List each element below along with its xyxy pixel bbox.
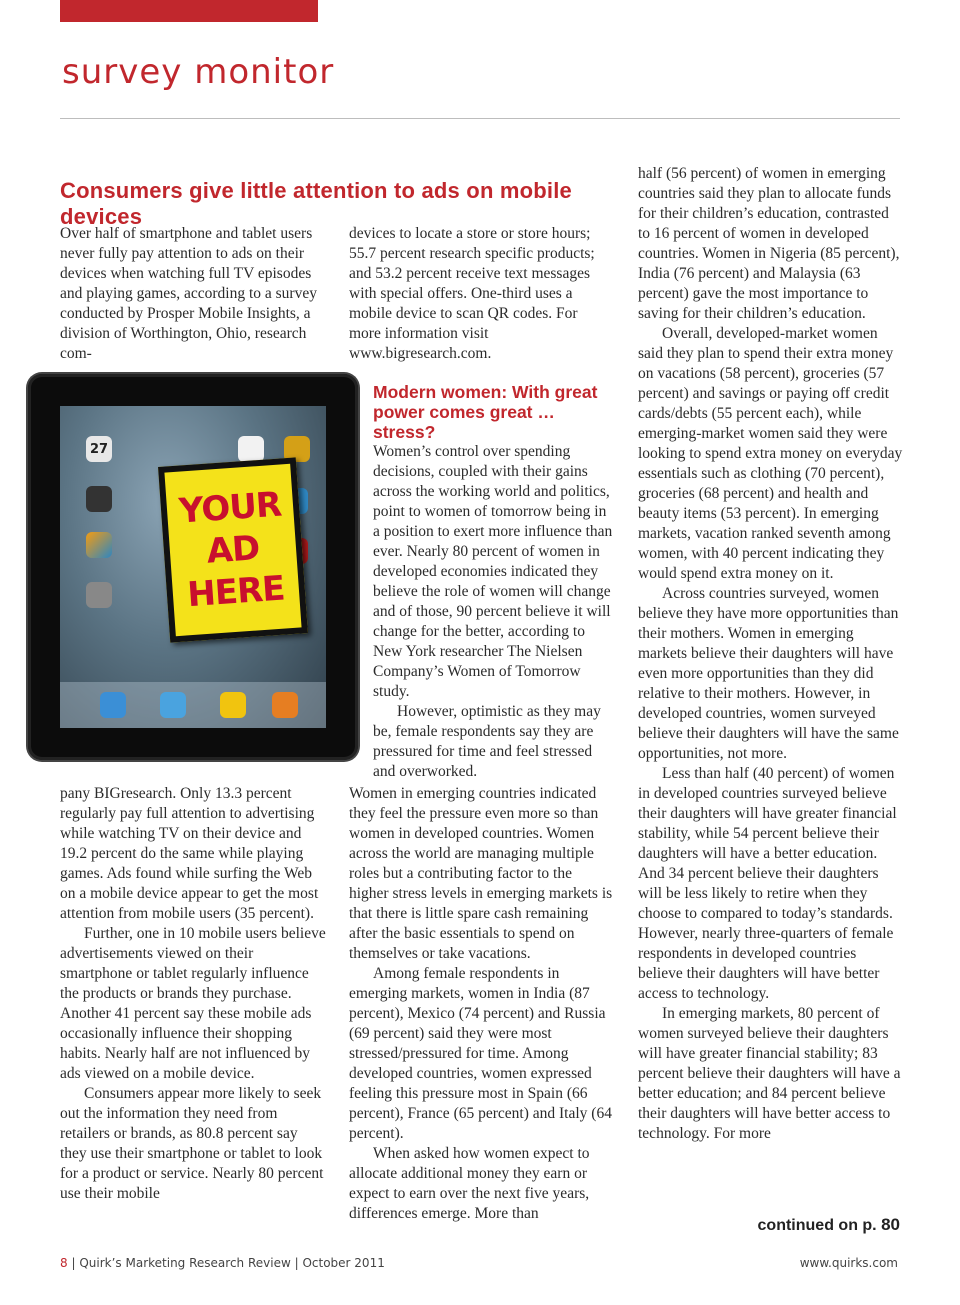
tablet-ad-illustration xyxy=(28,374,358,760)
paragraph: In emerging markets, 80 percent of women surveyed believe their daughters will have greater financial stability; 83 percent believe their daughters will have a better education; and 84 percent believe their daughters will have better access to technology. For more xyxy=(638,1005,901,1142)
notes-app-icon xyxy=(238,436,264,462)
page-number: 8 xyxy=(60,1256,68,1270)
article-headline: Consumers give little attention to ads on mobile devices xyxy=(60,178,572,229)
paragraph: Among female respondents in emerging markets, women in India (87 percent), Mexico (74 percent) and Russia (69 percent) said they were most stressed/pressured for time. Among developed countries, women expressed feeling this pressure most in Spain (66 percent), France (65 percent) and Italy (64 percent). xyxy=(349,965,612,1142)
article1-column1-bottom xyxy=(60,784,326,1204)
continued-page-number: 80 xyxy=(881,1215,900,1234)
paragraph: devices to locate a store or store hours; 55.7 percent research specific products; and 53.2 percent receive text messages with special offers. One-third uses a mobile device to scan QR codes. For more information visit www.bigresearch.com. xyxy=(349,225,595,362)
paragraph: Over half of smartphone and tablet users never fully pay attention to ads on their devices when watching full TV episodes and playing games, according to a survey conducted by Prosper Mobile Insights, a division of Worthington, Ohio, research com- xyxy=(60,225,317,362)
paragraph: Less than half (40 percent) of women in developed countries surveyed believe their daughters will have greater financial stability, while 54 percent believe their daughters will have a better education. And 34 percent believe their daughters will be less likely to retire when they choose to compared to today’s standards. However, nearly three-quarters of female respondents in developed countries believe their daughters will have better access to technology. xyxy=(638,765,897,1002)
paragraph: half (56 percent) of women in emerging countries said they plan to allocate funds for their children’s education, contrasted to 16 percent of women in developed countries. Women in Nigeria (85 percent), India (76 percent) and Malaysia (63 percent) gave the most importance to saving for their children’s education. xyxy=(638,165,900,322)
article2-column2-mid xyxy=(373,382,615,782)
header-rule xyxy=(60,118,900,119)
photos-app-icon xyxy=(220,692,246,718)
paragraph: Consumers appear more likely to seek out the information they need from retailers or brands, as 80.8 percent say they use their smartphone or tablet to look for a product or service. Nearly 80 percent use their mobile xyxy=(60,1085,324,1202)
publication-info: Quirk’s Marketing Research Review | October 2011 xyxy=(79,1256,385,1270)
paragraph: Women’s control over spending decisions, coupled with their gains across the working world and politics, point to women of tomorrow being in a position to exert more influence than ever. Nearly 80 percent of women in developed economies indicated they believe the role of women will change and of those, 90 percent believe it will change for the better, according to New York researcher The Nielsen Company’s Women of Tomorrow study. xyxy=(373,443,613,700)
article2-subhead: Modern women: With great power comes great … stress? xyxy=(373,382,598,442)
calendar-day-label: 27 xyxy=(89,442,109,457)
paragraph: Women in emerging countries indicated they feel the pressure even more so than women in developed countries. Women across the world are managing multiple roles but a contributing factor to the higher stress levels in emerging markets is that there is little spare cash remaining after the basic essentials to spend on themselves or take vacations. xyxy=(349,785,613,962)
article1-column1-top xyxy=(60,224,322,364)
ipod-app-icon xyxy=(272,692,298,718)
paragraph: When asked how women expect to allocate additional money they earn or expect to earn over the next five years, differences emerge. More than xyxy=(349,1145,590,1222)
continued-label: continued on p. xyxy=(757,1217,877,1234)
game-center-app-icon xyxy=(86,532,112,558)
paragraph: Overall, developed-market women said they plan to spend their extra money on vacations (58 percent), groceries (57 percent) and savings or paying off credit cards/debts (55 percent each), while emerging-market women said they were looking to spend extra money on everyday essentials such as clothing (70 percent), groceries (68 percent) and health and beauty items (53 percent). In emerging markets, vacation ranked seventh among women, with 40 percent indicating they would spend extra money on it. xyxy=(638,325,903,582)
website-url: www.quirks.com xyxy=(799,1256,898,1270)
paragraph: pany BIGresearch. Only 13.3 percent regularly pay full attention to advertising while watching TV on their device and 19.2 percent do the same while playing games. Ads found while surfing the Web on a mobile device appear to get the most attention from mobile users (35 percent). xyxy=(60,785,319,922)
settings-app-icon xyxy=(86,582,112,608)
video-app-icon xyxy=(86,486,112,512)
tablet-screen xyxy=(60,406,326,728)
ad-sign-text: YOUR AD HERE xyxy=(177,484,286,616)
article2-column2-bottom xyxy=(349,784,613,1224)
footer-left xyxy=(60,1256,385,1270)
article1-column2-top xyxy=(349,224,613,364)
header-color-tab xyxy=(60,0,318,22)
your-ad-here-sign xyxy=(158,457,308,642)
section-title: survey monitor xyxy=(62,52,335,92)
footer-separator: | xyxy=(71,1256,76,1270)
safari-app-icon xyxy=(100,692,126,718)
paragraph: Further, one in 10 mobile users believe advertisements viewed on their smartphone or tablet regularly influence the products or brands they purchase. Another 41 percent say these mobile ads occasionally influence their shopping habits. Nearly half are not influenced by ads viewed on a mobile device. xyxy=(60,925,326,1082)
paragraph: Across countries surveyed, women believe they have more opportunities than their mothers. Women in emerging markets believe their daughters will have even more opportunities than they did relative to their mothers. However, in developed countries, women surveyed believe their daughters will have the same opportunities, not more. xyxy=(638,585,899,762)
continued-notice xyxy=(758,1215,900,1235)
mail-app-icon xyxy=(160,692,186,718)
calendar-app-icon xyxy=(86,436,112,462)
paragraph: However, optimistic as they may be, female respondents say they are pressured for time and feel stressed and overworked. xyxy=(373,703,601,780)
article2-column3 xyxy=(638,164,903,1144)
tablet-dock xyxy=(60,682,326,728)
